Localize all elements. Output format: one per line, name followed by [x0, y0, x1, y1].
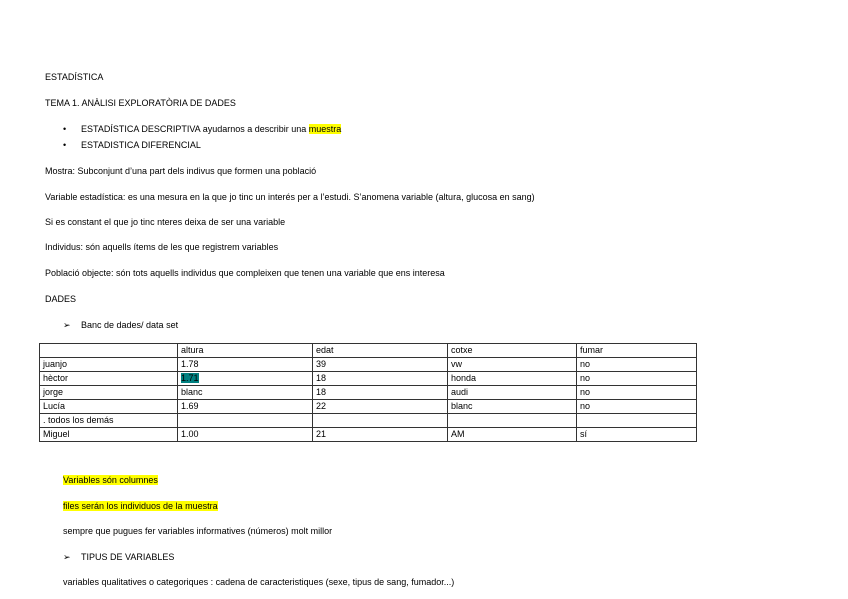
table-cell: no: [577, 386, 697, 400]
column-header: [40, 344, 178, 358]
note-rows: [63, 500, 218, 512]
note-columns-text: Variables són columnes: [63, 475, 158, 485]
table-cell: [313, 414, 448, 428]
types-label: TIPUS DE VARIABLES: [81, 552, 175, 562]
table-header-row: [40, 344, 697, 358]
table-cell: 1.78: [178, 358, 313, 372]
table-cell: no: [577, 400, 697, 414]
bullet-icon: •: [63, 124, 67, 134]
table-cell: 18: [313, 386, 448, 400]
table-cell: honda: [448, 372, 577, 386]
table-row: [40, 372, 697, 386]
definition-poblacio: Població objecte: són tots aquells individus que compleixen que tenen una variable que ens interesa: [45, 268, 445, 278]
topic-heading: TEMA 1. ANÀLISI EXPLORATÒRIA DE DADES: [45, 98, 236, 108]
table-cell: blanc: [178, 386, 313, 400]
dataset-table: [39, 343, 697, 442]
dataset-label: Banc de dades/ data set: [81, 320, 179, 330]
table-row: [40, 414, 697, 428]
table-cell: no: [577, 358, 697, 372]
table-cell: 22: [313, 400, 448, 414]
table-cell: . todos los demás: [40, 414, 178, 428]
definition-individus: Individus: són aquells ítems de les que registrem variables: [45, 242, 279, 252]
column-header: edat: [313, 344, 448, 358]
definition-variable: Variable estadística: es una mesura en la que jo tinc un interés per a l’estudi. S’anomena variable (altura, glucosa en sang): [45, 192, 535, 202]
table-cell: [448, 414, 577, 428]
column-header: altura: [178, 344, 313, 358]
arrow-bullet-icon: ➢: [63, 320, 71, 330]
table-cell: AM: [448, 428, 577, 442]
column-header: cotxe: [448, 344, 577, 358]
section-heading: DADES: [45, 294, 77, 304]
table-cell: audi: [448, 386, 577, 400]
table-cell: [178, 414, 313, 428]
definition-constant: Si es constant el que jo tinc nteres deixa de ser una variable: [45, 217, 286, 227]
table-row: [40, 386, 697, 400]
bullet-item: [45, 139, 341, 155]
table-cell: sí: [577, 428, 697, 442]
note-columns: [63, 474, 158, 486]
table-cell: no: [577, 372, 697, 386]
table-cell: juanjo: [40, 358, 178, 372]
table-row: [40, 358, 697, 372]
table-cell: hèctor: [40, 372, 178, 386]
table-cell: 18: [313, 372, 448, 386]
bullet-text: ESTADISTICA DIFERENCIAL: [81, 140, 201, 150]
bullet-list: [45, 123, 341, 155]
bullet-item: [45, 123, 341, 139]
table-cell: Miguel: [40, 428, 178, 442]
definition-mostra: Mostra: Subconjunt d’una part dels indivus que formen una població: [45, 166, 317, 176]
note-rows-text: files serán los individuos de la muestra: [63, 501, 218, 511]
table-cell: 39: [313, 358, 448, 372]
highlighted-cell-value: 1.71: [181, 373, 199, 383]
table-row: [40, 428, 697, 442]
table-cell: 21: [313, 428, 448, 442]
table-cell: 1.69: [178, 400, 313, 414]
table-cell: blanc: [448, 400, 577, 414]
bullet-text: ESTADÍSTICA DESCRIPTIVA ayudarnos a describir una: [81, 124, 309, 134]
types-item: [63, 551, 174, 563]
table-cell: 1.00: [178, 428, 313, 442]
doc-title: ESTADÍSTICA: [45, 72, 104, 82]
table-cell: [577, 414, 697, 428]
highlighted-word: muestra: [308, 124, 342, 134]
column-header: fumar: [577, 344, 697, 358]
table-cell: vw: [448, 358, 577, 372]
table-cell: jorge: [40, 386, 178, 400]
dataset-item: [63, 319, 178, 331]
table-row: [40, 400, 697, 414]
qualitative-definition: variables qualitatives o categoriques : cadena de caracteristiques (sexe, tipus de sang, fumador...): [63, 577, 455, 587]
note-numbers: sempre que pugues fer variables informatives (números) molt millor: [63, 526, 333, 536]
arrow-bullet-icon: ➢: [63, 552, 71, 562]
table-cell: [178, 372, 313, 386]
table-cell: Lucía: [40, 400, 178, 414]
bullet-icon: •: [63, 140, 67, 150]
